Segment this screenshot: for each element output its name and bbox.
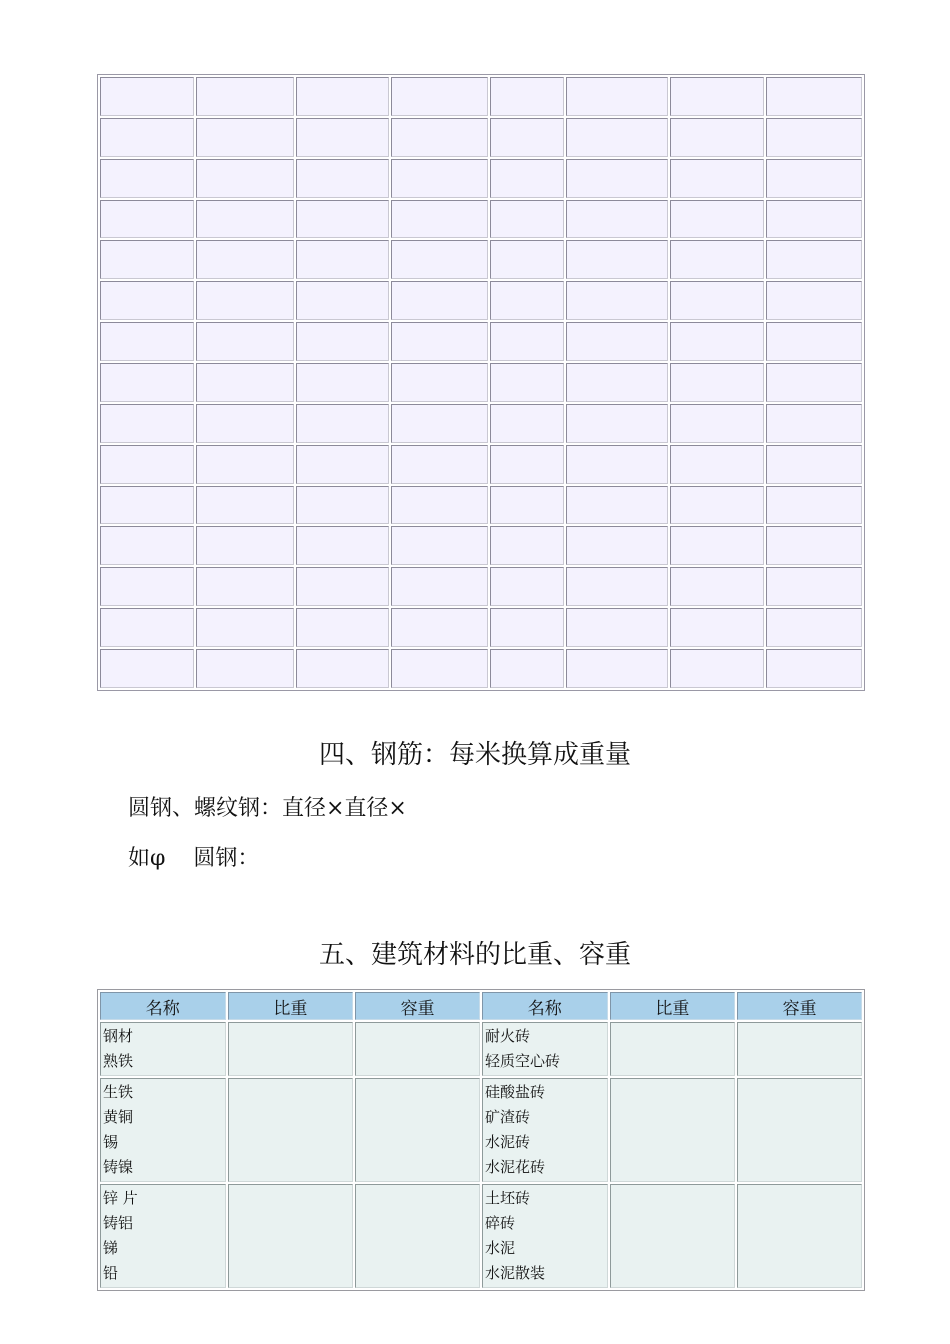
grid-cell xyxy=(670,567,763,606)
grid-cell xyxy=(566,363,668,402)
grid-cell xyxy=(766,567,862,606)
grid-cell xyxy=(766,486,862,525)
grid-cell xyxy=(296,281,389,320)
grid-cell xyxy=(196,649,293,688)
material-name: 矿渣砖 xyxy=(484,1108,530,1126)
material-names-right xyxy=(482,1184,608,1288)
grid-cell xyxy=(296,363,389,402)
grid-cell xyxy=(766,159,862,198)
material-name: 土坯砖 xyxy=(484,1189,530,1207)
header-unit-weight-right: 容重 xyxy=(737,992,862,1020)
grid-cell xyxy=(391,404,488,443)
empty-grid-table xyxy=(97,74,865,691)
material-name: 水泥砖 xyxy=(484,1133,530,1151)
grid-row xyxy=(100,281,862,320)
grid-cell xyxy=(100,159,194,198)
material-names-left xyxy=(100,1184,226,1288)
grid-cell xyxy=(766,322,862,361)
grid-cell xyxy=(196,322,293,361)
specific-gravity-cell xyxy=(610,1022,736,1076)
grid-cell xyxy=(196,118,293,157)
grid-cell xyxy=(566,608,668,647)
grid-cell xyxy=(566,240,668,279)
grid-cell xyxy=(566,526,668,565)
materials-table-header-row xyxy=(100,992,862,1020)
grid-cell xyxy=(391,363,488,402)
grid-cell xyxy=(566,159,668,198)
grid-cell xyxy=(391,118,488,157)
materials-density-table xyxy=(97,989,865,1291)
grid-cell xyxy=(670,649,763,688)
unit-weight-cell xyxy=(737,1078,862,1182)
grid-cell xyxy=(296,77,389,116)
specific-gravity-cell xyxy=(228,1078,354,1182)
unit-weight-cell xyxy=(737,1022,862,1076)
grid-cell xyxy=(196,281,293,320)
grid-cell xyxy=(196,567,293,606)
grid-cell xyxy=(100,486,194,525)
grid-cell xyxy=(391,567,488,606)
material-name: 水泥散装 xyxy=(484,1264,545,1282)
grid-cell xyxy=(296,526,389,565)
grid-cell xyxy=(296,322,389,361)
grid-cell xyxy=(670,118,763,157)
grid-cell xyxy=(296,200,389,239)
grid-cell xyxy=(490,200,564,239)
material-name: 黄铜 xyxy=(103,1108,134,1126)
grid-cell xyxy=(391,240,488,279)
grid-cell xyxy=(566,567,668,606)
material-names-right xyxy=(482,1078,608,1182)
grid-row xyxy=(100,118,862,157)
grid-cell xyxy=(566,486,668,525)
material-name: 碎砖 xyxy=(484,1214,515,1232)
grid-cell xyxy=(391,322,488,361)
grid-row xyxy=(100,608,862,647)
grid-cell xyxy=(490,322,564,361)
header-specific-gravity-right: 比重 xyxy=(610,992,736,1020)
grid-cell xyxy=(670,363,763,402)
grid-cell xyxy=(566,322,668,361)
specific-gravity-cell xyxy=(228,1022,354,1076)
grid-cell xyxy=(100,281,194,320)
grid-cell xyxy=(670,159,763,198)
grid-cell xyxy=(391,649,488,688)
grid-cell xyxy=(196,526,293,565)
grid-cell xyxy=(566,118,668,157)
grid-cell xyxy=(490,240,564,279)
grid-cell xyxy=(490,159,564,198)
grid-cell xyxy=(391,526,488,565)
grid-cell xyxy=(296,404,389,443)
grid-cell xyxy=(766,77,862,116)
grid-row xyxy=(100,649,862,688)
grid-cell xyxy=(670,404,763,443)
grid-row xyxy=(100,322,862,361)
grid-cell xyxy=(490,526,564,565)
grid-cell xyxy=(296,240,389,279)
grid-cell xyxy=(391,486,488,525)
material-names-right xyxy=(482,1022,608,1076)
grid-cell xyxy=(196,159,293,198)
grid-cell xyxy=(296,118,389,157)
grid-row xyxy=(100,77,862,116)
grid-cell xyxy=(670,281,763,320)
grid-cell xyxy=(196,445,293,484)
grid-cell xyxy=(100,567,194,606)
grid-cell xyxy=(196,240,293,279)
material-name: 水泥花砖 xyxy=(484,1158,545,1176)
grid-cell xyxy=(100,445,194,484)
grid-cell xyxy=(196,77,293,116)
grid-cell xyxy=(670,77,763,116)
grid-cell xyxy=(391,77,488,116)
grid-row xyxy=(100,486,862,525)
grid-cell xyxy=(490,567,564,606)
grid-cell xyxy=(766,608,862,647)
section-4-title: 四、钢筋：每米换算成重量 xyxy=(318,740,631,770)
grid-cell xyxy=(391,200,488,239)
grid-cell xyxy=(100,649,194,688)
grid-cell xyxy=(766,526,862,565)
grid-cell xyxy=(566,404,668,443)
grid-cell xyxy=(566,77,668,116)
material-names-left xyxy=(100,1078,226,1182)
grid-cell xyxy=(391,281,488,320)
unit-weight-cell xyxy=(737,1184,862,1288)
grid-cell xyxy=(391,608,488,647)
grid-cell xyxy=(490,281,564,320)
grid-cell xyxy=(196,486,293,525)
material-name: 熟铁 xyxy=(103,1052,134,1070)
grid-cell xyxy=(296,608,389,647)
header-name-left: 名称 xyxy=(100,992,226,1020)
grid-cell xyxy=(100,404,194,443)
grid-cell xyxy=(490,77,564,116)
unit-weight-cell xyxy=(355,1078,480,1182)
grid-cell xyxy=(670,240,763,279)
header-name-right: 名称 xyxy=(482,992,608,1020)
section-4-line-1: 圆钢、螺纹钢：直径×直径× xyxy=(128,796,407,821)
grid-cell xyxy=(490,404,564,443)
specific-gravity-cell xyxy=(610,1184,736,1288)
material-name: 铸铝 xyxy=(103,1214,134,1232)
grid-cell xyxy=(766,404,862,443)
grid-cell xyxy=(566,445,668,484)
grid-cell xyxy=(766,363,862,402)
section-5-title: 五、建筑材料的比重、容重 xyxy=(318,940,631,970)
grid-cell xyxy=(391,159,488,198)
grid-cell xyxy=(670,200,763,239)
grid-row xyxy=(100,240,862,279)
table-row xyxy=(100,1184,862,1288)
material-names-left xyxy=(100,1022,226,1076)
grid-cell xyxy=(766,649,862,688)
grid-cell xyxy=(100,322,194,361)
section-4-line-2: 如φ 圆钢： xyxy=(128,846,260,871)
grid-cell xyxy=(766,281,862,320)
grid-cell xyxy=(100,363,194,402)
grid-cell xyxy=(766,118,862,157)
grid-cell xyxy=(196,404,293,443)
grid-row xyxy=(100,526,862,565)
grid-cell xyxy=(296,486,389,525)
unit-weight-cell xyxy=(355,1022,480,1076)
header-specific-gravity-left: 比重 xyxy=(228,992,354,1020)
grid-row xyxy=(100,159,862,198)
grid-cell xyxy=(566,281,668,320)
material-name: 锌 片 xyxy=(103,1189,138,1207)
table-row xyxy=(100,1022,862,1076)
grid-row xyxy=(100,200,862,239)
material-name: 水泥 xyxy=(484,1239,515,1257)
material-name: 生铁 xyxy=(103,1083,134,1101)
grid-cell xyxy=(766,445,862,484)
header-unit-weight-left: 容重 xyxy=(355,992,480,1020)
grid-cell xyxy=(100,77,194,116)
grid-cell xyxy=(100,200,194,239)
grid-cell xyxy=(196,363,293,402)
grid-row xyxy=(100,363,862,402)
grid-cell xyxy=(100,608,194,647)
material-name: 铸镍 xyxy=(103,1158,134,1176)
grid-cell xyxy=(670,445,763,484)
grid-cell xyxy=(391,445,488,484)
grid-cell xyxy=(490,363,564,402)
grid-row xyxy=(100,404,862,443)
material-name: 锡 xyxy=(103,1133,119,1151)
material-name: 锑 xyxy=(103,1239,119,1257)
grid-cell xyxy=(196,608,293,647)
unit-weight-cell xyxy=(355,1184,480,1288)
grid-cell xyxy=(670,322,763,361)
grid-cell xyxy=(490,486,564,525)
grid-cell xyxy=(196,200,293,239)
grid-cell xyxy=(766,200,862,239)
grid-cell xyxy=(566,200,668,239)
grid-row xyxy=(100,567,862,606)
grid-cell xyxy=(670,486,763,525)
grid-row xyxy=(100,445,862,484)
grid-cell xyxy=(296,567,389,606)
specific-gravity-cell xyxy=(610,1078,736,1182)
grid-cell xyxy=(100,526,194,565)
grid-cell xyxy=(296,649,389,688)
grid-cell xyxy=(490,445,564,484)
grid-cell xyxy=(296,159,389,198)
grid-cell xyxy=(100,240,194,279)
material-name: 钢材 xyxy=(103,1027,134,1045)
grid-cell xyxy=(670,526,763,565)
grid-cell xyxy=(766,240,862,279)
grid-cell xyxy=(490,649,564,688)
table-row xyxy=(100,1078,862,1182)
grid-cell xyxy=(296,445,389,484)
specific-gravity-cell xyxy=(228,1184,354,1288)
grid-cell xyxy=(100,118,194,157)
grid-cell xyxy=(566,649,668,688)
grid-cell xyxy=(490,118,564,157)
grid-cell xyxy=(670,608,763,647)
material-name: 铅 xyxy=(103,1264,119,1282)
grid-cell xyxy=(490,608,564,647)
material-name: 硅酸盐砖 xyxy=(484,1083,545,1101)
material-name: 耐火砖 xyxy=(484,1027,530,1045)
material-name: 轻质空心砖 xyxy=(484,1052,560,1070)
